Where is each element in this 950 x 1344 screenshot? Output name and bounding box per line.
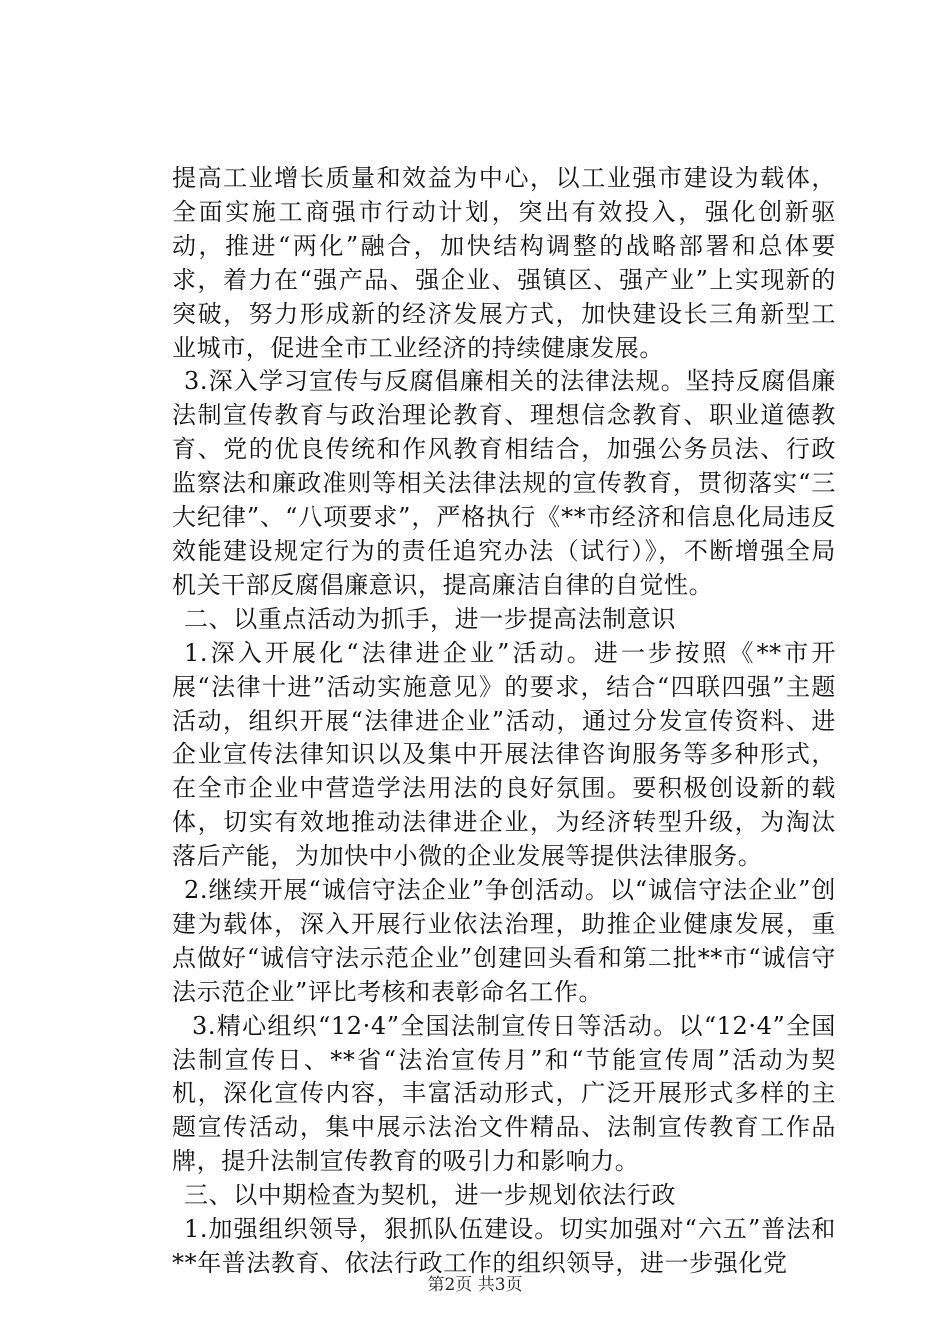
paragraph-item-1-organization: 1.加强组织领导，狠抓队伍建设。切实加强对“六五”普法和**年普法教育、依法行政工作的组织领导，进一步强化党 [172,1215,836,1277]
paragraph-item-3-anticorruption: 3.深入学习宣传与反腐倡廉相关的法律法规。坚持反腐倡廉法制宣传教育与政治理论教育、理想信念教育、职业道德教育、党的优良传统和作风教育相结合，加强公务员法、行政监察法和廉政准则等相关法律法规的宣传教育，贯彻落实“三大纪律”、“八项要求”，严格执行《**市经济和信息化局违反效能建设规定行为的责任追究办法（试行）》，不断增强全局机关干部反腐倡廉意识，提高廉洁自律的自觉性。 [172,367,836,599]
paragraph-item-1-law-into-enterprise: 1.深入开展化“法律进企业”活动。进一步按照《**市开展“法律十进”活动实施意见》的要求，结合“四联四强”主题活动，组织开展“法律进企业”活动，通过分发宣传资料、进企业宣传法律知识以及集中开展法律咨询服务等多种形式，在全市企业中营造学法用法的良好氛围。要积极创设新的载体，切实有效地推动法律进企业，为经济转型升级，为淘汰落后产能，为加快中小微的企业发展等提供法律服务。 [172,638,836,871]
section-heading-2: 二、以重点活动为抓手，进一步提高法制意识 [184,604,676,633]
page-number-footer: 第2页 共3页 [427,1275,523,1295]
section-heading-3: 三、以中期检查为契机，进一步规划依法行政 [184,1181,676,1210]
paragraph-continuation: 提高工业增长质量和效益为中心，以工业强市建设为载体，全面实施工商强市行动计划，突出有效投入，强化创新驱动，推进“两化”融合，加快结构调整的战略部署和总体要求，着力在“强产品、强企业、强镇区、强产业”上实现新的突破，努力形成新的经济发展方式，加快建设长三角新型工业城市，促进全市工业经济的持续健康发展。 [172,164,836,362]
paragraph-item-2-integrity-enterprise: 2.继续开展“诚信守法企业”争创活动。以“诚信守法企业”创建为载体，深入开展行业依法治理，助推企业健康发展，重点做好“诚信守法示范企业”创建回头看和第二批**市“诚信守法示范企业”评比考核和表彰命名工作。 [172,876,836,1006]
document-body [172,162,836,1281]
paragraph-item-3-legal-day: 3.精心组织“12·4”全国法制宣传日等活动。以“12·4”全国法制宣传日、**省“法治宣传月”和“节能宣传周”活动为契机，深化宣传内容，丰富活动形式，广泛开展形式多样的主题宣传活动，集中展示法治文件精品、法制宣传教育工作品牌，提升法制宣传教育的吸引力和影响力。 [172,1011,836,1176]
